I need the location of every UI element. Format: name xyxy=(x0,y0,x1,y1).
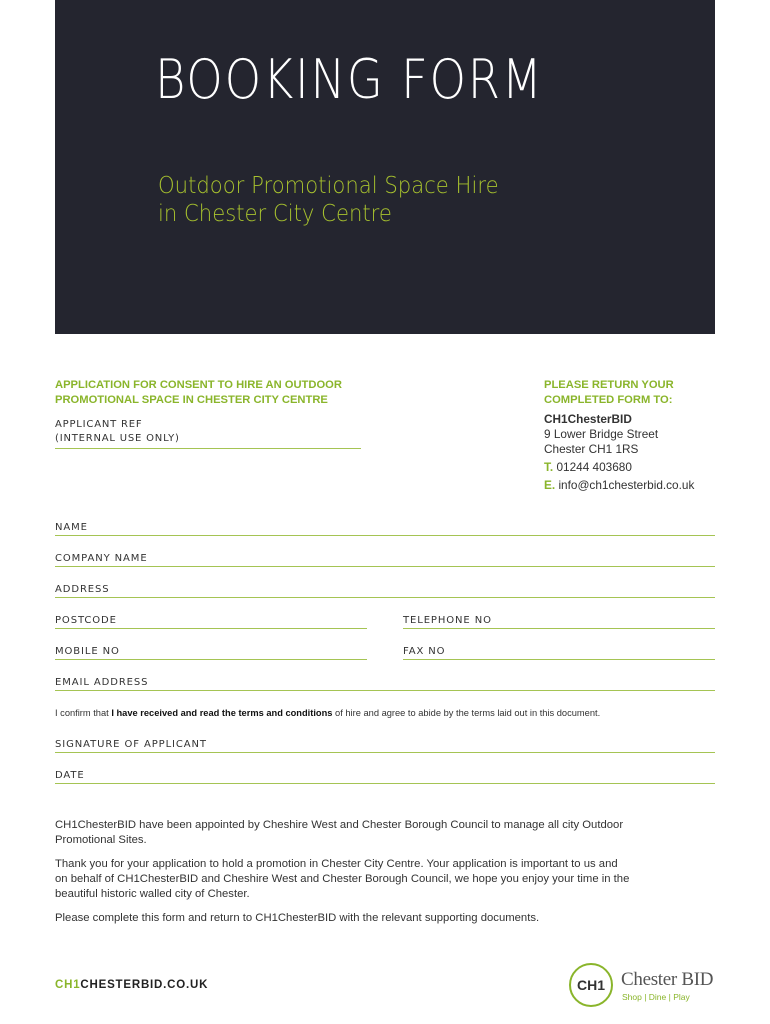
fax-field[interactable] xyxy=(403,645,715,660)
applicant-ref-note: (INTERNAL USE ONLY) xyxy=(55,433,180,444)
email-address-field[interactable] xyxy=(55,676,715,691)
return-heading-line-2: COMPLETED FORM TO: xyxy=(544,394,673,406)
header-banner xyxy=(55,0,715,334)
return-heading-line-1: PLEASE RETURN YOUR xyxy=(544,379,674,391)
page-subtitle xyxy=(158,172,499,228)
logo-name: Chester BID xyxy=(621,969,714,990)
subtitle-line-1: Outdoor Promotional Space Hire xyxy=(158,173,499,199)
fax-label: FAX NO xyxy=(403,646,446,657)
return-telephone xyxy=(544,460,719,475)
mobile-label: MOBILE NO xyxy=(55,646,120,657)
company-name-field[interactable] xyxy=(55,552,715,567)
telephone-field[interactable] xyxy=(403,614,715,629)
intro-paragraph xyxy=(55,818,705,848)
name-field[interactable] xyxy=(55,521,715,536)
telephone-field-label: TELEPHONE NO xyxy=(403,615,492,626)
return-address-line-2: Chester CH1 1RS xyxy=(544,442,639,456)
instructions-line: Please complete this form and return to CH1ChesterBID with the relevant supporting documents. xyxy=(55,912,540,924)
subtitle-line-2: in Chester City Centre xyxy=(158,201,392,227)
application-heading-line-2: PROMOTIONAL SPACE IN CHESTER CITY CENTRE xyxy=(55,394,328,406)
applicant-ref-field[interactable] xyxy=(55,418,361,449)
intro-line-1: CH1ChesterBID have been appointed by Cheshire West and Chester Borough Council to manage all city Outdoor xyxy=(55,819,624,831)
confirm-text-post: of hire and agree to abide by the terms laid out in this document. xyxy=(332,708,601,718)
return-address-line-1: 9 Lower Bridge Street xyxy=(544,427,659,441)
thanks-line-3: beautiful historic walled city of Chester. xyxy=(55,888,250,900)
mobile-field[interactable] xyxy=(55,645,367,660)
thanks-line-2: on behalf of CH1ChesterBID and Cheshire West and Chester Borough Council, we hope you enjoy your time in the xyxy=(55,873,630,885)
telephone-number: 01244 403680 xyxy=(556,460,632,474)
thanks-paragraph xyxy=(55,857,705,902)
terms-confirmation xyxy=(55,708,600,718)
signature-field[interactable] xyxy=(55,738,715,753)
page-title: BOOKING FORM xyxy=(155,48,544,111)
logo-mark-text: CH1 xyxy=(576,977,605,993)
company-name-label: COMPANY NAME xyxy=(55,553,148,564)
return-address-block xyxy=(544,378,719,493)
website-link[interactable] xyxy=(55,979,208,991)
application-heading xyxy=(55,378,375,408)
website-prefix: CH1 xyxy=(55,979,81,991)
confirm-text-pre: I confirm that xyxy=(55,708,112,718)
logo-mark xyxy=(569,963,613,1007)
applicant-ref-label: APPLICANT REF xyxy=(55,419,143,430)
logo-tagline: Shop | Dine | Play xyxy=(622,992,690,1002)
date-label: DATE xyxy=(55,770,85,781)
email-address-link[interactable]: info@ch1chesterbid.co.uk xyxy=(558,478,695,492)
application-heading-line-1: APPLICATION FOR CONSENT TO HIRE AN OUTDOOR xyxy=(55,379,342,391)
postcode-field[interactable] xyxy=(55,614,367,629)
confirm-text-bold: I have received and read the terms and conditions xyxy=(111,708,333,718)
email-address-label: EMAIL ADDRESS xyxy=(55,677,149,688)
telephone-label: T. xyxy=(544,460,554,474)
thanks-line-1: Thank you for your application to hold a promotion in Chester City Centre. Your application is important to us and xyxy=(55,858,618,870)
address-field[interactable] xyxy=(55,583,715,598)
return-email xyxy=(544,478,719,493)
postcode-label: POSTCODE xyxy=(55,615,117,626)
address-label: ADDRESS xyxy=(55,584,110,595)
signature-label: SIGNATURE OF APPLICANT xyxy=(55,739,207,750)
name-label: NAME xyxy=(55,522,88,533)
intro-line-2: Promotional Sites. xyxy=(55,834,147,846)
email-label: E. xyxy=(544,478,556,492)
date-field[interactable] xyxy=(55,769,715,784)
instructions-paragraph xyxy=(55,911,705,926)
return-org-name: CH1ChesterBID xyxy=(544,412,632,426)
chester-bid-logo xyxy=(569,963,719,1005)
website-rest: CHESTERBID.CO.UK xyxy=(80,979,209,991)
